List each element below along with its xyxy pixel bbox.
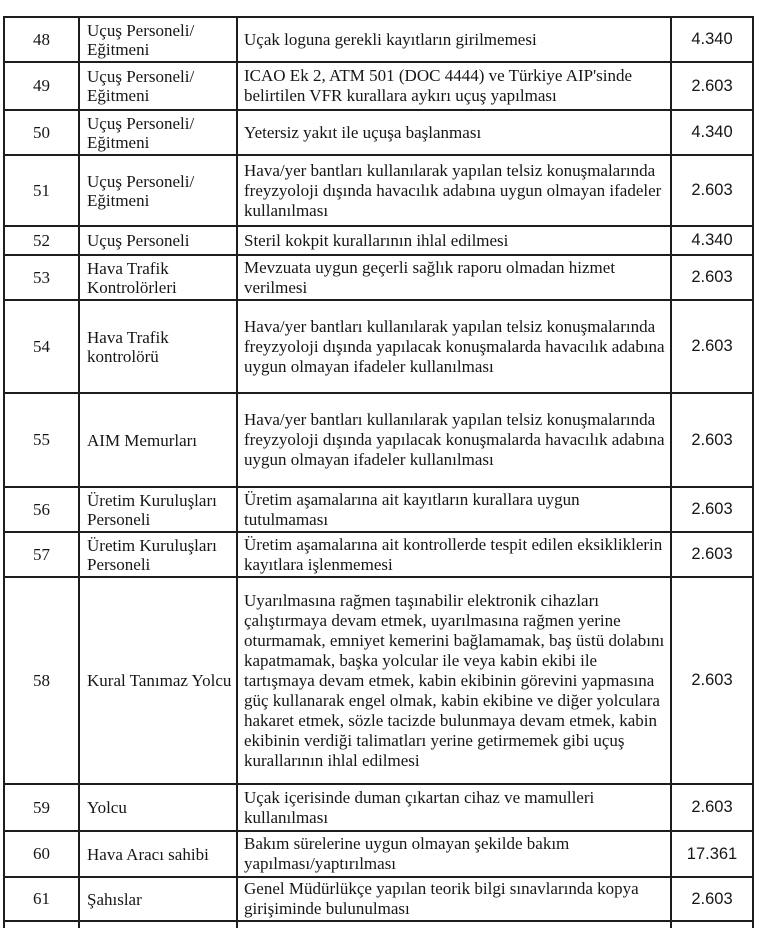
- table-row: [4, 255, 753, 300]
- row-number-cell: 61: [4, 877, 79, 921]
- amount-cell: 2.603: [671, 577, 753, 784]
- subject-cell: Uçuş Personeli/ Eğitmeni: [79, 17, 237, 62]
- table-row-partial: [4, 921, 753, 928]
- violation-cell: Steril kokpit kurallarının ihlal edilmesi: [237, 226, 671, 255]
- violation-cell: Üretim aşamalarına ait kayıtların kurallara uygun tutulmaması: [237, 487, 671, 532]
- subject-cell: Uçuş Personeli/ Eğitmeni: [79, 62, 237, 110]
- violation-cell: Uçak loguna gerekli kayıtların girilmemesi: [237, 17, 671, 62]
- subject-cell: Kural Tanımaz Yolcu: [79, 577, 237, 784]
- table-row: [4, 62, 753, 110]
- row-number-cell: 50: [4, 110, 79, 155]
- table-row: [4, 577, 753, 784]
- subject-cell: AIM Memurları: [79, 393, 237, 487]
- row-number-cell: 51: [4, 155, 79, 226]
- subject-cell: Üretim Kuruluşları Personeli: [79, 487, 237, 532]
- violation-cell: Yetersiz yakıt ile uçuşa başlanması: [237, 110, 671, 155]
- amount-cell: 2.603: [671, 784, 753, 831]
- amount-cell: 2.603: [671, 62, 753, 110]
- row-number-cell: 48: [4, 17, 79, 62]
- violation-cell: Üretim aşamalarına ait kontrollerde tespit edilen eksikliklerin kayıtlara işlenmemesi: [237, 532, 671, 577]
- amount-cell: 2.603: [671, 877, 753, 921]
- row-number-cell: 54: [4, 300, 79, 393]
- table-row: [4, 487, 753, 532]
- subject-cell: Yolcu: [79, 784, 237, 831]
- amount-cell: 17.361: [671, 831, 753, 877]
- violation-cell: Bakım sürelerine uygun olmayan şekilde bakım yapılması/yaptırılması: [237, 831, 671, 877]
- table-row: [4, 300, 753, 393]
- row-number-cell: [4, 921, 79, 928]
- violation-cell: Genel Müdürlükçe yapılan teorik bilgi sınavlarında kopya girişiminde bulunulması: [237, 877, 671, 921]
- row-number-cell: 56: [4, 487, 79, 532]
- violation-cell: [237, 921, 671, 928]
- table-row: [4, 110, 753, 155]
- row-number-cell: 55: [4, 393, 79, 487]
- row-number-cell: 52: [4, 226, 79, 255]
- amount-cell: 2.603: [671, 393, 753, 487]
- violation-cell: Hava/yer bantları kullanılarak yapılan telsiz konuşmalarında freyzyoloji dışında havacılık adabına uygun olmayan ifadeler kullanılması: [237, 155, 671, 226]
- subject-cell: Hava Trafik Kontrolörleri: [79, 255, 237, 300]
- subject-cell: Hava Trafik kontrolörü: [79, 300, 237, 393]
- table-row: [4, 532, 753, 577]
- table-row: [4, 155, 753, 226]
- subject-cell: Uçuş Personeli/ Eğitmeni: [79, 155, 237, 226]
- penalties-table: [3, 16, 754, 928]
- table-row: [4, 393, 753, 487]
- subject-cell: Uçuş Personeli: [79, 226, 237, 255]
- table-row: [4, 831, 753, 877]
- amount-cell: 2.603: [671, 487, 753, 532]
- amount-cell: 4.340: [671, 226, 753, 255]
- row-number-cell: 60: [4, 831, 79, 877]
- amount-cell: [671, 921, 753, 928]
- row-number-cell: 57: [4, 532, 79, 577]
- row-number-cell: 53: [4, 255, 79, 300]
- violation-cell: Hava/yer bantları kullanılarak yapılan telsiz konuşmalarında freyzyoloji dışında yapılacak konuşmalarda havacılık adabına uygun olmayan ifadeler kullanılması: [237, 300, 671, 393]
- violation-cell: Mevzuata uygun geçerli sağlık raporu olmadan hizmet verilmesi: [237, 255, 671, 300]
- subject-cell: Üretim Kuruluşları Personeli: [79, 532, 237, 577]
- amount-cell: 4.340: [671, 110, 753, 155]
- subject-cell: Uçuş Personeli/ Eğitmeni: [79, 110, 237, 155]
- amount-cell: 2.603: [671, 155, 753, 226]
- subject-cell: [79, 921, 237, 928]
- amount-cell: 2.603: [671, 300, 753, 393]
- table-row: [4, 17, 753, 62]
- table-row: [4, 226, 753, 255]
- amount-cell: 2.603: [671, 532, 753, 577]
- table-row: [4, 784, 753, 831]
- table-row: [4, 877, 753, 921]
- row-number-cell: 58: [4, 577, 79, 784]
- violation-cell: Uçak içerisinde duman çıkartan cihaz ve mamulleri kullanılması: [237, 784, 671, 831]
- penalties-table-body: [4, 17, 753, 928]
- amount-cell: 2.603: [671, 255, 753, 300]
- violation-cell: ICAO Ek 2, ATM 501 (DOC 4444) ve Türkiye AIP'sinde belirtilen VFR kurallara aykırı uçuş yapılması: [237, 62, 671, 110]
- row-number-cell: 59: [4, 784, 79, 831]
- subject-cell: Hava Aracı sahibi: [79, 831, 237, 877]
- amount-cell: 4.340: [671, 17, 753, 62]
- subject-cell: Şahıslar: [79, 877, 237, 921]
- row-number-cell: 49: [4, 62, 79, 110]
- violation-cell: Hava/yer bantları kullanılarak yapılan telsiz konuşmalarında freyzyoloji dışında yapılacak konuşmalarda havacılık adabına uygun olmayan ifadeler kullanılması: [237, 393, 671, 487]
- violation-cell: Uyarılmasına rağmen taşınabilir elektronik cihazları çalıştırmaya devam etmek, uyarılmasına rağmen yerine oturmamak, emniyet kemerini bağlamamak, baş üstü dolabını kapatmamak, başka yolcular ile veya kabin ekibi ile tartışmaya devam etmek, kabin ekibinin görevini yapmasına güç kullanarak engel olmak, kabin ekibine ve diğer yolculara hakaret etmek, sözle tacizde bulunmaya devam etmek, kabin ekibinin verdiği talimatları yerine getirmemek gibi uçuş kurallarının ihlal edilmesi: [237, 577, 671, 784]
